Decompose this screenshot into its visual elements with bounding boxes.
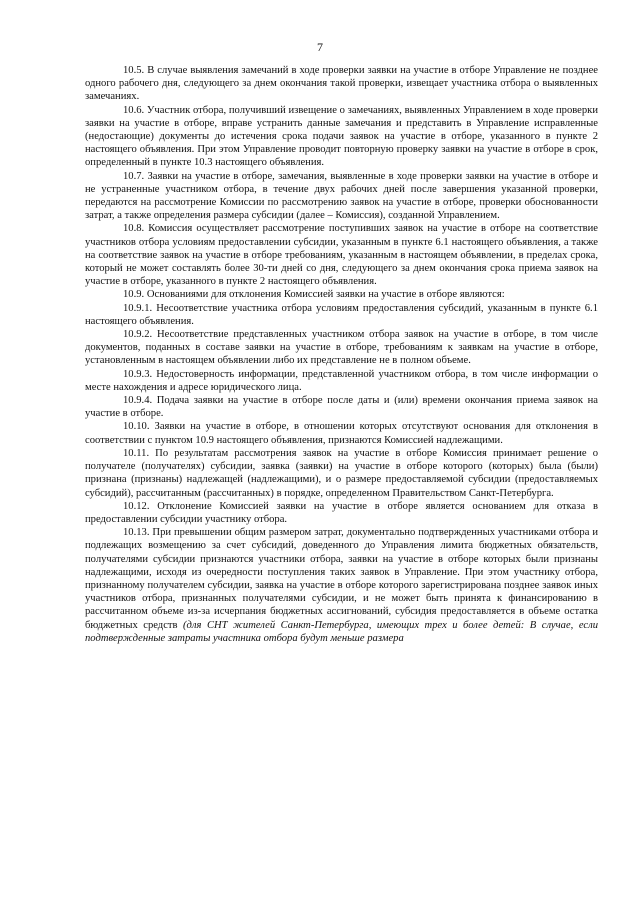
- paragraph-10-13-italic: (для СНТ жителей Санкт-Петербурга, имеющих трех и более детей: В случае, если подтвержденные затраты участника отбора будут меньше размера: [85, 619, 598, 644]
- paragraph-10-5: 10.5. В случае выявления замечаний в ходе проверки заявки на участие в отборе Управление не позднее одного рабочего дня, следующего за днем окончания такой проверки, извещает участника отбора о выявленных замечаниях.: [85, 65, 598, 103]
- paragraph-10-9-4: 10.9.4. Подача заявки на участие в отборе после даты и (или) времени окончания приема заявок на участие в отборе.: [85, 395, 598, 420]
- page-number: 7: [317, 40, 323, 54]
- paragraph-10-10: 10.10. Заявки на участие в отборе, в отношении которых отсутствуют основания для отклонения в соответствии с пунктом 10.9 настоящего объявления, признаются Комиссией надлежащими.: [85, 421, 598, 446]
- paragraph-10-9-2: 10.9.2. Несоответствие представленных участником отбора заявок на участие в отборе, в том числе документов, поданных в составе заявки на участие в отборе, требованиям к заявкам на участие в отборе, установленным в настоящем объявлении либо их представление не в полном объеме.: [85, 329, 598, 367]
- document-body: [85, 64, 598, 645]
- paragraph-10-9: 10.9. Основаниями для отклонения Комиссией заявки на участие в отборе являются:: [123, 289, 505, 301]
- paragraph-10-9-1: 10.9.1. Несоответствие участника отбора условиям предоставления субсидий, указанным в пункте 6.1 настоящего объявления.: [85, 302, 598, 327]
- paragraph-10-8: 10.8. Комиссия осуществляет рассмотрение поступивших заявок на участие в отборе на соответствие участников отбора условиям предоставлении субсидии, указанным в пункте 6.1 настоящего объявления, а также на соответствие заявок на участие в отборе требованиям, указанным в настоящем объявлении, в пределах срока, который не может составлять более 30-ти дней со дня, следующего за днем окончания срока приема заявок на участие в отборе, указанного в пункте 2 настоящего объявления.: [85, 223, 598, 288]
- paragraph-10-11: 10.11. По результатам рассмотрения заявок на участие в отборе Комиссия принимает решение о получателе (получателях) субсидии, заявка (заявки) на участие в отборе которого (которых) была (были) признана (признаны) надлежащей (надлежащими), и о размере предоставляемой субсидии (предоставляемых субсидий), рассчитанным (рассчитанных) в порядке, определенном Правительством Санкт-Петербурга.: [85, 447, 598, 499]
- paragraph-10-13-text: 10.13. При превышении общим размером затрат, документально подтвержденных участниками отбора и подлежащих возмещению за счет субсидий, доведенного до Управления лимита бюджетных обязательств, получателями субсидии признаются участники отбора, заявки на участие в отборе которых были признаны надлежащими, исходя из очередности поступления таких заявок в Управление. При этом участнику отбора, признанному получателем субсидии, заявка на участие в отборе которого зарегистрирована позднее заявок иных участников отбора, признанных получателями субсидии, и не может быть принята к финансированию в рассчитанном объеме из-за исчерпания бюджетных ассигнований, субсидия предоставляется в объеме остатка бюджетных средств: [85, 527, 598, 631]
- paragraph-10-7: 10.7. Заявки на участие в отборе, замечания, выявленные в ходе проверки заявки на участие в отборе и не устраненные участником отбора, в течение двух рабочих дней после завершения указанной проверки, передаются на рассмотрение Комиссии по рассмотрению заявок на участие в отборе, проверки обоснованности затрат, а также определения размера субсидии (далее – Комиссия), созданной Управлением.: [85, 170, 598, 222]
- paragraph-10-12: 10.12. Отклонение Комиссией заявки на участие в отборе является основанием для отказа в предоставлении субсидии участнику отбора.: [85, 500, 598, 525]
- paragraph-10-6: 10.6. Участник отбора, получивший извещение о замечаниях, выявленных Управлением в ходе проверки заявки на участие в отборе, вправе устранить данные замечания и представить в Управление исправленные (недостающие) документы до истечения срока подачи заявок на участие в отборе, указанного в пункте 2 настоящего объявления. При этом Управление проводит повторную проверку заявки на участие в отборе в срок, определенный в пункте 10.3 настоящего объявления.: [85, 104, 598, 169]
- paragraph-10-13: [85, 526, 598, 645]
- paragraph-10-9-3: 10.9.3. Недостоверность информации, представленной участником отбора, в том числе информации о месте нахождения и адресе юридического лица.: [85, 368, 598, 393]
